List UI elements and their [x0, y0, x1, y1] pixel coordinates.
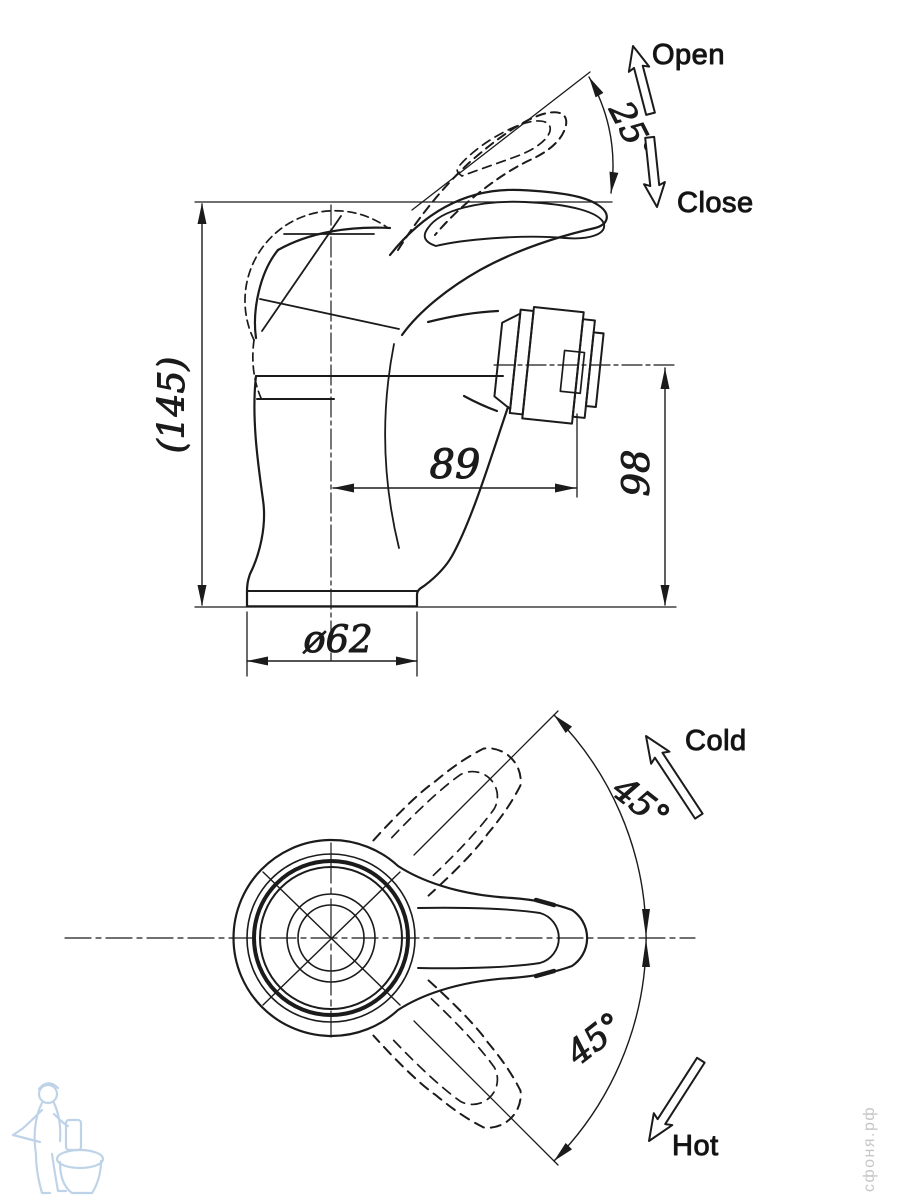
faucet-side-outline	[245, 112, 607, 606]
plumber-logo-watermark	[13, 1083, 103, 1193]
top-view	[65, 711, 747, 1165]
base-diameter-text: ø62	[303, 618, 373, 661]
height-dimension-text: (145)	[152, 356, 193, 454]
side-view-extension-lines	[195, 72, 676, 676]
handle-angle-text: 25°	[600, 95, 664, 167]
watermark-text: сфоня.рф	[861, 1105, 878, 1192]
spout-height-dimension	[615, 368, 670, 606]
cold-angle-text: 45°	[604, 769, 677, 838]
base-diameter-dimension	[247, 618, 417, 666]
cold-label: Cold	[685, 725, 747, 757]
hot-angle-text: 45°	[559, 1005, 632, 1074]
hot-label: Hot	[672, 1130, 719, 1162]
close-label: Close	[677, 187, 754, 219]
reach-dimension-text: 89	[429, 442, 481, 488]
spout-height-text: 98	[615, 449, 658, 497]
open-label: Open	[652, 39, 725, 71]
top-view-centerlines	[65, 711, 695, 1165]
side-view	[152, 39, 754, 676]
reach-dimension	[333, 442, 576, 493]
height-dimension	[152, 203, 207, 606]
